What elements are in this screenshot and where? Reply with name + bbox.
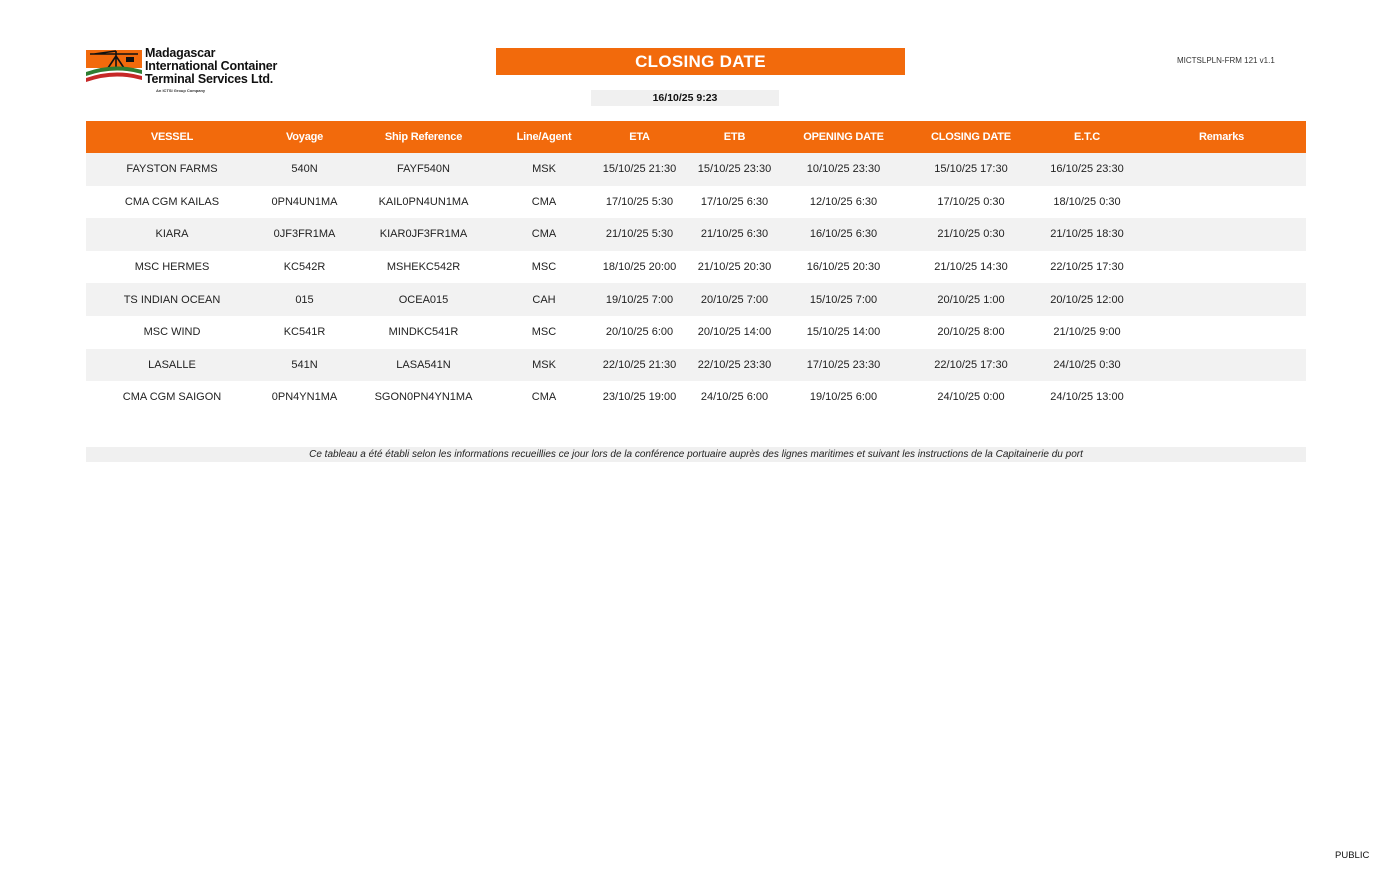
cell-voyage: 541N <box>258 349 351 382</box>
cell-ship-reference: SGON0PN4YN1MA <box>374 391 473 404</box>
cell-remarks <box>1137 316 1306 349</box>
cell-etb: 21/10/25 6:30 <box>687 218 782 251</box>
column-header-etb: ETB <box>687 121 782 153</box>
cell-remarks <box>1137 251 1306 284</box>
cell-voyage: 0PN4YN1MA <box>271 391 338 404</box>
cell-vessel: CMA CGM KAILAS <box>124 195 220 208</box>
column-header-eta: ETA <box>592 121 687 153</box>
cell-closing-date: 17/10/25 0:30 <box>937 195 1005 208</box>
cell-opening-date: 17/10/25 23:30 <box>782 349 905 382</box>
company-logo <box>86 46 296 96</box>
cell-opening-date: 16/10/25 20:30 <box>806 261 881 274</box>
cell-eta: 17/10/25 5:30 <box>605 195 674 208</box>
cell-etc: 24/10/25 13:00 <box>1050 391 1124 404</box>
footer-note: Ce tableau a été établi selon les informations recueillies ce jour lors de la conférence portuaire auprès des lignes maritimes et suivant les instructions de la Capitainerie du port <box>86 447 1306 462</box>
cell-closing-date: 15/10/25 17:30 <box>905 153 1037 186</box>
cell-etb: 24/10/25 6:00 <box>700 391 769 404</box>
table-row <box>86 153 1306 186</box>
column-header-etc: E.T.C <box>1037 121 1137 153</box>
column-header-line-agent: Line/Agent <box>496 121 592 153</box>
cell-vessel: CMA CGM SAIGON <box>122 391 222 404</box>
cell-voyage: 015 <box>258 283 351 316</box>
cell-eta: 22/10/25 21:30 <box>592 349 687 382</box>
cell-eta: 19/10/25 7:00 <box>592 283 687 316</box>
cell-etc: 24/10/25 0:30 <box>1037 349 1137 382</box>
cell-eta: 15/10/25 21:30 <box>592 153 687 186</box>
cell-ship-reference: KIAR0JF3FR1MA <box>351 218 496 251</box>
cell-opening-date: 15/10/25 14:00 <box>806 326 881 339</box>
cell-ship-reference: KAIL0PN4UN1MA <box>378 195 469 208</box>
cell-voyage: KC541R <box>283 326 326 339</box>
cell-ship-reference: MINDKC541R <box>388 326 459 339</box>
cell-closing-date: 24/10/25 0:00 <box>937 391 1005 404</box>
cell-closing-date: 21/10/25 14:30 <box>934 261 1008 274</box>
column-header-remarks: Remarks <box>1137 121 1306 153</box>
cell-etc: 21/10/25 18:30 <box>1037 218 1137 251</box>
cell-etb: 15/10/25 23:30 <box>687 153 782 186</box>
cell-ship-reference: LASA541N <box>351 349 496 382</box>
cell-vessel: TS INDIAN OCEAN <box>86 283 258 316</box>
cell-etb: 22/10/25 23:30 <box>687 349 782 382</box>
cell-vessel: KIARA <box>86 218 258 251</box>
crane-icon <box>86 48 144 88</box>
cell-remarks <box>1137 153 1306 186</box>
cell-eta: 21/10/25 5:30 <box>592 218 687 251</box>
cell-etc: 20/10/25 12:00 <box>1037 283 1137 316</box>
cell-ship-reference: OCEA015 <box>351 283 496 316</box>
cell-line-agent: CMA <box>531 391 557 404</box>
report-date: 16/10/25 9:23 <box>591 90 779 106</box>
document-reference: MICTSLPLN-FRM 121 v1.1 <box>1177 56 1275 65</box>
cell-line-agent: MSC <box>531 326 557 339</box>
cell-opening-date: 10/10/25 23:30 <box>782 153 905 186</box>
cell-etb: 17/10/25 6:30 <box>700 195 769 208</box>
column-header-closing-date: CLOSING DATE <box>905 121 1037 153</box>
table-row <box>86 381 1306 414</box>
cell-closing-date: 21/10/25 0:30 <box>905 218 1037 251</box>
cell-voyage: KC542R <box>283 261 326 274</box>
cell-opening-date: 15/10/25 7:00 <box>782 283 905 316</box>
table-row <box>86 218 1306 251</box>
cell-vessel: MSC HERMES <box>134 261 210 274</box>
cell-ship-reference: MSHEKC542R <box>386 261 461 274</box>
cell-remarks <box>1137 349 1306 382</box>
cell-etc: 22/10/25 17:30 <box>1050 261 1124 274</box>
cell-eta: 18/10/25 20:00 <box>602 261 677 274</box>
cell-ship-reference: FAYF540N <box>351 153 496 186</box>
cell-line-agent: CAH <box>496 283 592 316</box>
table-row <box>86 316 1306 349</box>
cell-eta: 20/10/25 6:00 <box>605 326 674 339</box>
cell-vessel: LASALLE <box>86 349 258 382</box>
cell-opening-date: 19/10/25 6:00 <box>809 391 878 404</box>
column-header-ship-reference: Ship Reference <box>351 121 496 153</box>
cell-etb: 20/10/25 14:00 <box>697 326 772 339</box>
cell-vessel: MSC WIND <box>143 326 201 339</box>
company-name: Madagascar International Container Terminal Services Ltd. <box>145 46 278 86</box>
cell-etc: 21/10/25 9:00 <box>1053 326 1121 339</box>
cell-closing-date: 20/10/25 1:00 <box>905 283 1037 316</box>
cell-opening-date: 16/10/25 6:30 <box>782 218 905 251</box>
cell-remarks <box>1137 381 1306 414</box>
cell-line-agent: MSK <box>496 153 592 186</box>
cell-voyage: 0PN4UN1MA <box>271 195 338 208</box>
table-row <box>86 349 1306 382</box>
page-title: CLOSING DATE <box>496 48 905 75</box>
cell-vessel: FAYSTON FARMS <box>86 153 258 186</box>
cell-etb: 21/10/25 20:30 <box>697 261 772 274</box>
table-header-row <box>86 121 1306 153</box>
cell-closing-date: 22/10/25 17:30 <box>905 349 1037 382</box>
table-row <box>86 283 1306 316</box>
company-subtitle: An ICTSI Group Company <box>156 88 206 93</box>
table-row <box>86 186 1306 219</box>
column-header-opening-date: OPENING DATE <box>782 121 905 153</box>
cell-closing-date: 20/10/25 8:00 <box>937 326 1005 339</box>
cell-etc: 16/10/25 23:30 <box>1037 153 1137 186</box>
cell-line-agent: CMA <box>531 195 557 208</box>
cell-remarks <box>1137 283 1306 316</box>
cell-etc: 18/10/25 0:30 <box>1053 195 1121 208</box>
cell-opening-date: 12/10/25 6:30 <box>809 195 878 208</box>
column-header-vessel: VESSEL <box>86 121 258 153</box>
column-header-voyage: Voyage <box>258 121 351 153</box>
cell-voyage: 0JF3FR1MA <box>258 218 351 251</box>
cell-remarks <box>1137 218 1306 251</box>
cell-line-agent: CMA <box>496 218 592 251</box>
cell-line-agent: MSK <box>496 349 592 382</box>
cell-voyage: 540N <box>258 153 351 186</box>
vessel-schedule-table <box>86 121 1306 414</box>
cell-remarks <box>1137 186 1306 219</box>
table-row <box>86 251 1306 284</box>
classification-label: PUBLIC <box>1335 850 1370 861</box>
cell-line-agent: MSC <box>531 261 557 274</box>
cell-etb: 20/10/25 7:00 <box>687 283 782 316</box>
cell-eta: 23/10/25 19:00 <box>602 391 677 404</box>
